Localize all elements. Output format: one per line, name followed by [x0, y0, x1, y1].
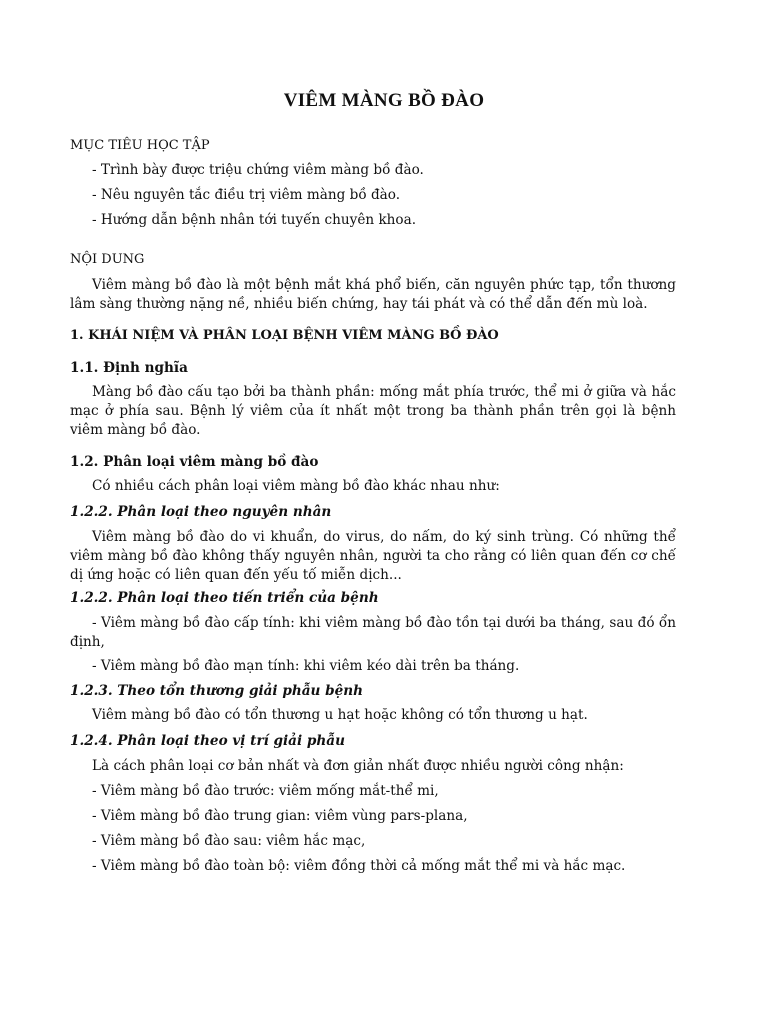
section-1-2-1-heading: 1.2.2. Phân loại theo nguyên nhân	[70, 504, 332, 520]
section-1-heading: 1. KHÁI NIỆM VÀ PHÂN LOẠI BỆNH VIÊM MÀNG BỒ ĐÀO	[70, 328, 499, 343]
progression-line: - Viêm màng bồ đào cấp tính: khi viêm màng bồ đào tồn tại dưới ba tháng, sau đó ổn	[92, 615, 676, 631]
anatomy-item: - Viêm màng bồ đào trước: viêm mống mắt-thể mi,	[92, 783, 439, 799]
anatomy-intro: Là cách phân loại cơ bản nhất và đơn giản nhất được nhiều người công nhận:	[92, 758, 624, 774]
objective-item: - Trình bày được triệu chứng viêm màng bồ đào.	[92, 162, 424, 178]
anatomy-item: - Viêm màng bồ đào toàn bộ: viêm đồng thời cả mống mắt thể mi và hắc mạc.	[92, 858, 626, 874]
cause-line: Viêm màng bồ đào do vi khuẩn, do virus, do nấm, do ký sinh trùng. Có những thể	[92, 529, 676, 545]
classification-intro: Có nhiều cách phân loại viêm màng bồ đào khác nhau như:	[92, 478, 500, 494]
cause-line: dị ứng hoặc có liên quan đến yếu tố miễn dịch...	[70, 567, 402, 583]
objectives-heading: MỤC TIÊU HỌC TẬP	[70, 138, 210, 153]
content-heading: NỘI DUNG	[70, 252, 145, 267]
section-1-2-4-heading: 1.2.4. Phân loại theo vị trí giải phẫu	[70, 733, 345, 749]
objective-item: - Nêu nguyên tắc điều trị viêm màng bồ đào.	[92, 187, 401, 203]
content-paragraph-line: lâm sàng thường nặng nề, nhiều biến chứng, hay tái phát và có thể dẫn đến mù loà.	[70, 296, 648, 312]
definition-line: viêm màng bồ đào.	[70, 422, 201, 438]
content-paragraph-line: Viêm màng bồ đào là một bệnh mắt khá phổ biến, căn nguyên phức tạp, tổn thương	[92, 277, 676, 293]
definition-line: mạc ở phía sau. Bệnh lý viêm của ít nhất một trong ba thành phần trên gọi là bệnh	[70, 403, 676, 419]
definition-line: Màng bồ đào cấu tạo bởi ba thành phần: mống mắt phía trước, thể mi ở giữa và hắc	[92, 384, 676, 400]
objective-item: - Hướng dẫn bệnh nhân tới tuyến chuyên khoa.	[92, 212, 417, 228]
pathology-text: Viêm màng bồ đào có tổn thương u hạt hoặc không có tổn thương u hạt.	[92, 707, 588, 723]
page-title: VIÊM MÀNG BỒ ĐÀO	[283, 90, 485, 111]
progression-line: - Viêm màng bồ đào mạn tính: khi viêm kéo dài trên ba tháng.	[92, 658, 520, 674]
cause-line: viêm màng bồ đào không thấy nguyên nhân, người ta cho rằng có liên quan đến cơ chế	[70, 548, 676, 564]
section-1-2-2-heading: 1.2.2. Phân loại theo tiến triển của bệnh	[70, 590, 379, 606]
anatomy-item: - Viêm màng bồ đào trung gian: viêm vùng pars-plana,	[92, 808, 468, 824]
section-1-1-heading: 1.1. Định nghĩa	[70, 360, 188, 376]
section-1-2-3-heading: 1.2.3. Theo tổn thương giải phẫu bệnh	[70, 683, 364, 699]
section-1-2-heading: 1.2. Phân loại viêm màng bồ đào	[70, 454, 319, 470]
anatomy-item: - Viêm màng bồ đào sau: viêm hắc mạc,	[92, 833, 366, 849]
progression-line: định,	[70, 634, 105, 650]
